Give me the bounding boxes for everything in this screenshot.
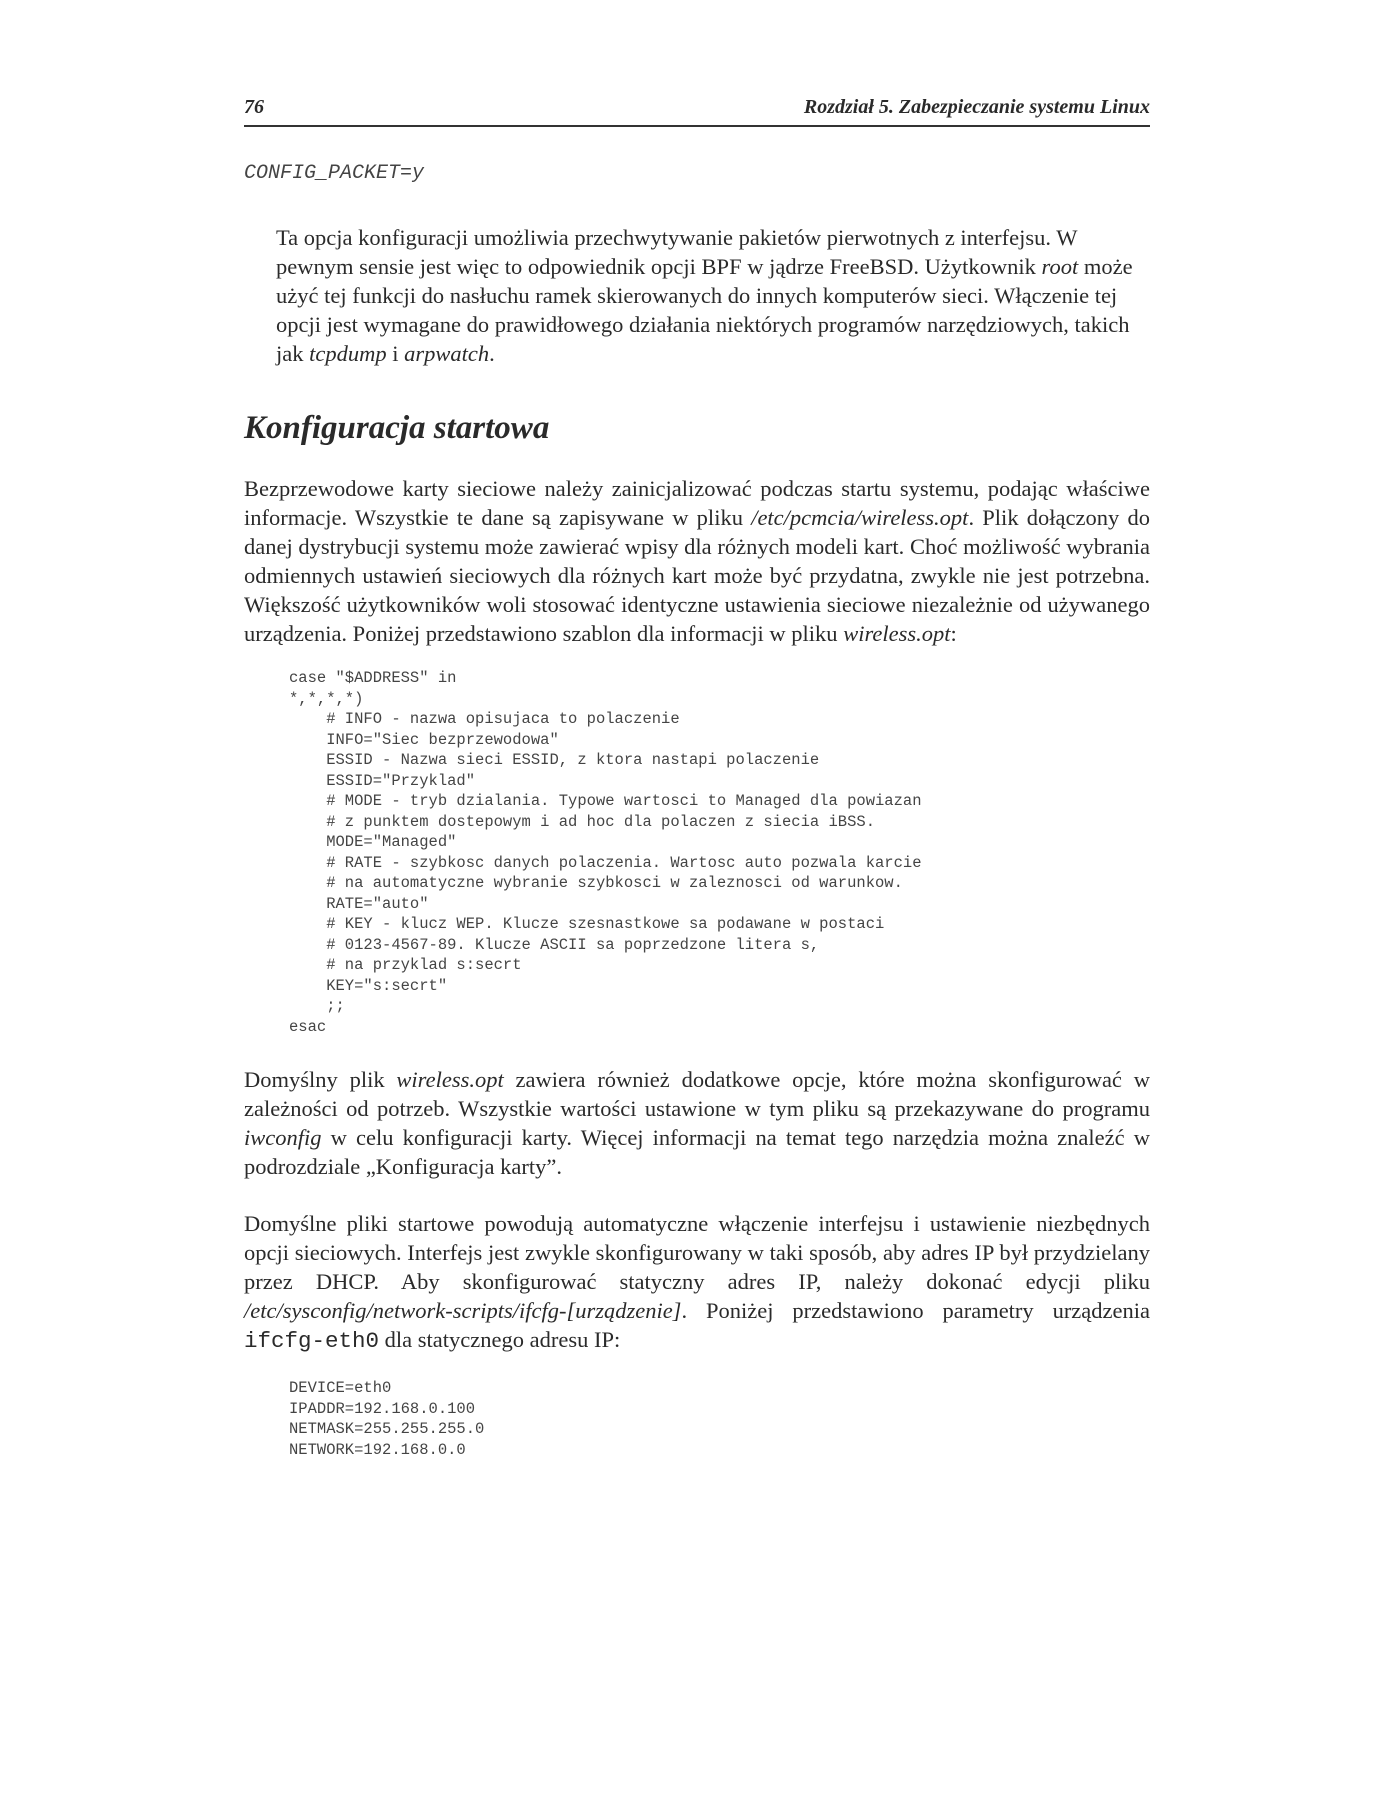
code-line: # KEY - klucz WEP. Klucze szesnastkowe sa podawane w postaci bbox=[289, 915, 885, 933]
code-line: IPADDR=192.168.0.100 bbox=[289, 1399, 476, 1418]
code-block-ifcfg bbox=[289, 1378, 1150, 1460]
inline-code-device: ifcfg-eth0 bbox=[244, 1328, 380, 1354]
code-block-wireless-opt bbox=[289, 668, 1150, 1037]
running-header bbox=[244, 95, 1150, 127]
italic-file-path: /etc/pcmcia/wireless.opt bbox=[751, 505, 969, 530]
paragraph-3 bbox=[244, 1209, 1150, 1356]
text-run: w celu konfiguracji karty. Więcej informacji na temat tego narzędzia można znaleźć w podrozdziale „Konfiguracja karty”. bbox=[244, 1125, 1150, 1179]
code-line: # INFO - nazwa opisujaca to polaczenie bbox=[289, 710, 680, 728]
italic-term-root: root bbox=[1041, 254, 1079, 279]
text-run: . bbox=[489, 341, 495, 366]
chapter-title: Rozdział 5. Zabezpieczanie systemu Linux bbox=[803, 96, 1150, 118]
italic-program-name: iwconfig bbox=[244, 1125, 322, 1150]
code-line: INFO="Siec bezprzewodowa" bbox=[289, 730, 559, 749]
code-line: *,*,*,*) bbox=[289, 689, 364, 708]
code-line: ;; bbox=[289, 997, 345, 1015]
code-line: # MODE - tryb dzialania. Typowe wartosci to Managed dla powiazan bbox=[289, 792, 922, 810]
text-run: i bbox=[386, 341, 405, 366]
text-run: dla statycznego adresu IP: bbox=[379, 1327, 621, 1352]
code-line: # 0123-4567-89. Klucze ASCII sa poprzedzone litera s, bbox=[289, 935, 820, 954]
code-line: RATE="auto" bbox=[289, 894, 429, 913]
text-run: Bezprzewodowe karty sieciowe należy zainicjalizować podczas startu systemu, podając właściwe informacje. Wszystkie te dane są zapisywane w pliku bbox=[244, 476, 1150, 530]
section-heading: Konfiguracja startowa bbox=[244, 410, 550, 446]
code-line: # na automatyczne wybranie szybkosci w zaleznosci od warunkow. bbox=[289, 874, 903, 892]
paragraph-1 bbox=[244, 474, 1150, 648]
text-run: zawiera również dodatkowe opcje, które można skonfigurować w zależności od potrzeb. Wszystkie wartości ustawione w tym pliku są przekazywane do programu bbox=[244, 1067, 1150, 1121]
text-run: Domyślny plik bbox=[244, 1067, 397, 1092]
text-run: : bbox=[950, 621, 957, 646]
code-line: esac bbox=[289, 1017, 327, 1036]
code-line: NETWORK=192.168.0.0 bbox=[289, 1440, 466, 1459]
code-line: case "$ADDRESS" in bbox=[289, 669, 457, 687]
code-line: KEY="s:secrt" bbox=[289, 976, 448, 995]
code-line: # na przyklad s:secrt bbox=[289, 956, 522, 974]
text-run: Ta opcja konfiguracji umożliwia przechwytywanie pakietów pierwotnych z interfejsu. W pewnym sensie jest więc to odpowiednik opcji BPF w jądrze FreeBSD. Użytkownik bbox=[276, 225, 1078, 279]
page-number: 76 bbox=[244, 96, 264, 118]
italic-term-tcpdump: tcpdump bbox=[309, 341, 387, 366]
text-run: . Poniżej przedstawiono parametry urządzenia bbox=[681, 1298, 1150, 1323]
code-line: ESSID - Nazwa sieci ESSID, z ktora nastapi polaczenie bbox=[289, 751, 820, 769]
code-line: DEVICE=eth0 bbox=[289, 1379, 392, 1397]
code-line: NETMASK=255.255.255.0 bbox=[289, 1420, 485, 1438]
code-line: # z punktem dostepowym i ad hoc dla polaczen z siecia iBSS. bbox=[289, 812, 875, 831]
text-run: Domyślne pliki startowe powodują automatyczne włączenie interfejsu i ustawienie niezbędnych opcji sieciowych. Interfejs jest zwykle skonfigurowany w taki sposób, aby adres IP był przydzielany przez DHCP. Aby skonfigurować statyczny adres IP, należy dokonać edycji pliku bbox=[244, 1211, 1150, 1294]
page-content bbox=[244, 162, 1150, 1460]
italic-term-arpwatch: arpwatch bbox=[404, 341, 490, 366]
config-option-term: CONFIG_PACKET=y bbox=[244, 162, 425, 185]
text-run: . Plik dołączony do danej dystrybucji systemu może zawierać wpisy dla różnych modeli kart. Choć możliwość wybrania odmiennych ustawień sieciowych dla różnych kart może być przydatna, zwykle nie jest potrzebna. Większość użytkowników woli stosować identyczne ustawienia sieciowe niezależnie od używanego urządzenia. Poniżej przedstawiono szablon dla informacji w pliku bbox=[244, 505, 1150, 646]
italic-file-path: /etc/sysconfig/network-scripts/ifcfg-[urządzenie] bbox=[244, 1298, 682, 1323]
code-line: ESSID="Przyklad" bbox=[289, 771, 476, 790]
italic-file-name: wireless.opt bbox=[843, 621, 951, 646]
paragraph-2 bbox=[244, 1065, 1150, 1181]
text-run: może użyć tej funkcji do nasłuchu ramek skierowanych do innych komputerów sieci. Włączenie tej opcji jest wymagane do prawidłowego działania niektórych programów narzędziowych, takich jak bbox=[276, 254, 1133, 366]
italic-file-name: wireless.opt bbox=[396, 1067, 504, 1092]
code-line: MODE="Managed" bbox=[289, 833, 457, 851]
config-option-description bbox=[276, 223, 1150, 368]
code-line: # RATE - szybkosc danych polaczenia. Wartosc auto pozwala karcie bbox=[289, 853, 922, 872]
